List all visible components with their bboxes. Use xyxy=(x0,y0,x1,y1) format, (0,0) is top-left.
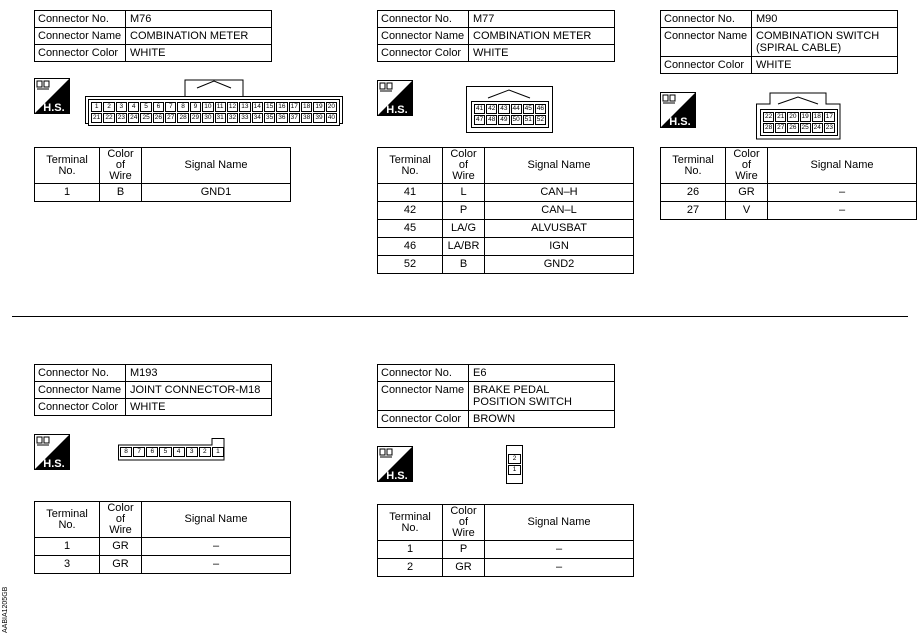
figure-code: AABIA1205GB xyxy=(2,586,9,633)
hs-logo-text: H.S. xyxy=(669,116,691,128)
table-row xyxy=(378,184,634,202)
connector-block-m77 xyxy=(377,10,615,62)
hs-logo-icon xyxy=(377,446,413,482)
cell-signal-name: – xyxy=(768,202,917,220)
header-signal-name: Signal Name xyxy=(768,148,917,184)
signal-table xyxy=(34,501,291,574)
terminal-pin: 6 xyxy=(153,102,164,112)
value-connector-name: JOINT CONNECTOR-M18 xyxy=(126,382,272,399)
cell-terminal-no: 1 xyxy=(35,184,100,202)
terminal-pin: 32 xyxy=(227,113,238,123)
terminal-pin: 33 xyxy=(239,113,250,123)
signal-table xyxy=(660,147,917,220)
cell-wire-color: B xyxy=(100,184,142,202)
terminal-pin: 12 xyxy=(227,102,238,112)
cell-signal-name: – xyxy=(142,556,291,574)
terminal-pin: 6 xyxy=(146,447,158,457)
terminal-pin: 39 xyxy=(313,113,324,123)
header-signal-name: Signal Name xyxy=(485,148,634,184)
terminal-pin: 17 xyxy=(825,113,834,120)
label-connector-name: Connector Name xyxy=(661,28,752,57)
section-divider xyxy=(12,316,908,317)
header-color-of-wire: Color of Wire xyxy=(100,148,142,184)
terminal-pin: 41 xyxy=(475,105,484,112)
cell-wire-color: L xyxy=(443,184,485,202)
cell-terminal-no: 52 xyxy=(378,256,443,274)
table-row xyxy=(378,541,634,559)
table-row xyxy=(35,556,291,574)
header-color-of-wire: Color of Wire xyxy=(443,505,485,541)
terminal-pin: 24 xyxy=(813,124,821,131)
terminal-pin: 26 xyxy=(789,124,797,131)
cell-signal-name: – xyxy=(142,538,291,556)
terminal-pin: 17 xyxy=(289,102,300,112)
terminal-pin: 21 xyxy=(91,113,102,123)
label-connector-color: Connector Color xyxy=(35,399,126,416)
value-connector-no: M76 xyxy=(126,11,272,28)
terminal-pin: 24 xyxy=(128,113,139,123)
terminal-pin: 21 xyxy=(777,113,785,120)
label-connector-color: Connector Color xyxy=(35,45,126,62)
cell-terminal-no: 42 xyxy=(378,202,443,220)
signal-table xyxy=(377,504,634,577)
value-connector-color: WHITE xyxy=(126,399,272,416)
table-row xyxy=(661,184,917,202)
header-terminal-no: Terminal No. xyxy=(378,148,443,184)
connector-block-m193 xyxy=(34,364,272,416)
terminal-pin: 4 xyxy=(128,102,139,112)
value-connector-name: COMBINATION METER xyxy=(469,28,615,45)
terminal-pin: 5 xyxy=(159,447,171,457)
terminal-pin: 25 xyxy=(801,124,809,131)
connector-block-e6 xyxy=(377,364,615,428)
terminal-pin: 18 xyxy=(301,102,312,112)
table-row xyxy=(378,559,634,577)
header-terminal-no: Terminal No. xyxy=(378,505,443,541)
hs-logo-icon xyxy=(34,78,70,114)
terminal-pin: 2 xyxy=(103,102,114,112)
terminal-pin: 27 xyxy=(165,113,176,123)
terminal-pin: 36 xyxy=(276,113,287,123)
cell-wire-color: B xyxy=(443,256,485,274)
signal-table-m76-wrap xyxy=(34,147,291,202)
cell-signal-name: – xyxy=(768,184,917,202)
cell-signal-name: CAN–L xyxy=(485,202,634,220)
header-color-of-wire: Color of Wire xyxy=(100,502,142,538)
terminal-pin: 15 xyxy=(264,102,275,112)
cell-signal-name: ALVUSBAT xyxy=(485,220,634,238)
terminal-pin: 2 xyxy=(199,447,211,457)
table-row xyxy=(378,238,634,256)
hs-logo-icon xyxy=(660,92,696,128)
connector-block-m76 xyxy=(34,10,272,62)
terminal-pin: 47 xyxy=(475,116,484,123)
connector-info-table xyxy=(660,10,898,74)
terminal-pin: 43 xyxy=(500,105,508,112)
cell-wire-color: P xyxy=(443,202,485,220)
value-connector-color: WHITE xyxy=(752,57,898,74)
hs-logo-icon xyxy=(34,434,70,470)
terminal-pin: 42 xyxy=(488,105,496,112)
terminal-pin: 11 xyxy=(215,102,226,112)
terminal-pin: 20 xyxy=(326,102,337,112)
connector-info-table xyxy=(34,364,272,416)
value-connector-color: WHITE xyxy=(469,45,615,62)
value-connector-color: BROWN xyxy=(469,411,615,428)
table-row xyxy=(35,538,291,556)
connector-info-table xyxy=(377,364,615,428)
value-connector-name: BRAKE PEDAL POSITION SWITCH xyxy=(469,382,615,411)
header-terminal-no: Terminal No. xyxy=(661,148,726,184)
header-color-of-wire: Color of Wire xyxy=(443,148,485,184)
cell-terminal-no: 3 xyxy=(35,556,100,574)
signal-table xyxy=(34,147,291,202)
signal-table-m90-wrap xyxy=(660,147,917,220)
label-connector-name: Connector Name xyxy=(378,28,469,45)
label-connector-no: Connector No. xyxy=(661,11,752,28)
cell-wire-color: LA/BR xyxy=(443,238,485,256)
label-connector-name: Connector Name xyxy=(378,382,469,411)
signal-table xyxy=(377,147,634,274)
cell-terminal-no: 27 xyxy=(661,202,726,220)
signal-table-e6-wrap xyxy=(377,504,634,577)
label-connector-no: Connector No. xyxy=(378,365,469,382)
terminal-pin: 26 xyxy=(153,113,164,123)
label-connector-color: Connector Color xyxy=(661,57,752,74)
label-connector-name: Connector Name xyxy=(35,382,126,399)
terminal-pin: 7 xyxy=(133,447,145,457)
cell-terminal-no: 1 xyxy=(378,541,443,559)
label-connector-color: Connector Color xyxy=(378,45,469,62)
signal-table-m193-wrap xyxy=(34,501,291,574)
cell-terminal-no: 26 xyxy=(661,184,726,202)
terminal-pin: 28 xyxy=(764,124,773,131)
terminal-pin: 44 xyxy=(512,105,520,112)
header-signal-name: Signal Name xyxy=(485,505,634,541)
terminal-pin: 27 xyxy=(777,124,785,131)
cell-signal-name: GND1 xyxy=(142,184,291,202)
hs-logo-text: H.S. xyxy=(43,458,65,470)
terminal-pin: 1 xyxy=(508,465,521,475)
terminal-pin: 46 xyxy=(536,105,545,112)
cell-terminal-no: 1 xyxy=(35,538,100,556)
terminal-pin: 5 xyxy=(140,102,151,112)
cell-wire-color: GR xyxy=(443,559,485,577)
terminal-pin: 1 xyxy=(91,102,102,112)
cell-terminal-no: 41 xyxy=(378,184,443,202)
terminal-pin: 18 xyxy=(813,113,821,120)
cell-terminal-no: 2 xyxy=(378,559,443,577)
terminal-pin: 20 xyxy=(789,113,797,120)
header-signal-name: Signal Name xyxy=(142,148,291,184)
terminal-pin: 8 xyxy=(177,102,188,112)
terminal-pin: 28 xyxy=(177,113,188,123)
table-row xyxy=(378,220,634,238)
cell-terminal-no: 45 xyxy=(378,220,443,238)
terminal-pin: 34 xyxy=(252,113,263,123)
terminal-pin: 51 xyxy=(524,116,532,123)
header-terminal-no: Terminal No. xyxy=(35,148,100,184)
cell-wire-color: P xyxy=(443,541,485,559)
header-terminal-no: Terminal No. xyxy=(35,502,100,538)
terminal-pin: 49 xyxy=(500,116,508,123)
header-color-of-wire: Color of Wire xyxy=(726,148,768,184)
cell-terminal-no: 46 xyxy=(378,238,443,256)
terminal-pin: 8 xyxy=(120,447,132,457)
connector-info-table xyxy=(377,10,615,62)
terminal-pin: 1 xyxy=(212,447,224,457)
terminal-pin: 14 xyxy=(252,102,263,112)
hs-logo-text: H.S. xyxy=(386,104,408,116)
terminal-pin: 7 xyxy=(165,102,176,112)
terminal-pin: 16 xyxy=(276,102,287,112)
terminal-pin: 23 xyxy=(825,124,834,131)
terminal-pin: 38 xyxy=(301,113,312,123)
cell-wire-color: LA/G xyxy=(443,220,485,238)
hs-logo-text: H.S. xyxy=(43,102,65,114)
cell-signal-name: – xyxy=(485,559,634,577)
value-connector-name: COMBINATION SWITCH (SPIRAL CABLE) xyxy=(752,28,898,57)
value-connector-no: M77 xyxy=(469,11,615,28)
label-connector-no: Connector No. xyxy=(378,11,469,28)
terminal-pin: 4 xyxy=(173,447,185,457)
terminal-pin: 19 xyxy=(313,102,324,112)
label-connector-no: Connector No. xyxy=(35,365,126,382)
cell-wire-color: V xyxy=(726,202,768,220)
terminal-pin: 45 xyxy=(524,105,532,112)
label-connector-color: Connector Color xyxy=(378,411,469,428)
terminal-pin: 3 xyxy=(186,447,198,457)
cell-signal-name: GND2 xyxy=(485,256,634,274)
value-connector-no: M193 xyxy=(126,365,272,382)
cell-signal-name: – xyxy=(485,541,634,559)
connector-block-m90 xyxy=(660,10,898,74)
label-connector-no: Connector No. xyxy=(35,11,126,28)
terminal-pin: 22 xyxy=(764,113,773,120)
terminal-pin: 9 xyxy=(190,102,201,112)
label-connector-name: Connector Name xyxy=(35,28,126,45)
terminal-pin: 10 xyxy=(202,102,213,112)
cell-signal-name: CAN–H xyxy=(485,184,634,202)
signal-table-m77-wrap xyxy=(377,147,634,274)
terminal-pin: 40 xyxy=(326,113,337,123)
cell-signal-name: IGN xyxy=(485,238,634,256)
terminal-pin: 3 xyxy=(116,102,127,112)
value-connector-name: COMBINATION METER xyxy=(126,28,272,45)
value-connector-no: M90 xyxy=(752,11,898,28)
value-connector-color: WHITE xyxy=(126,45,272,62)
value-connector-no: E6 xyxy=(469,365,615,382)
terminal-pin: 35 xyxy=(264,113,275,123)
terminal-pin: 19 xyxy=(801,113,809,120)
header-signal-name: Signal Name xyxy=(142,502,291,538)
cell-wire-color: GR xyxy=(100,538,142,556)
terminal-pin: 50 xyxy=(512,116,520,123)
hs-logo-icon xyxy=(377,80,413,116)
terminal-pin: 23 xyxy=(116,113,127,123)
cell-wire-color: GR xyxy=(726,184,768,202)
terminal-pin: 2 xyxy=(508,454,521,464)
terminal-pin: 37 xyxy=(289,113,300,123)
terminal-pin: 52 xyxy=(536,116,545,123)
connector-info-table xyxy=(34,10,272,62)
terminal-pin: 25 xyxy=(140,113,151,123)
terminal-pin: 22 xyxy=(103,113,114,123)
terminal-pin: 31 xyxy=(215,113,226,123)
hs-logo-text: H.S. xyxy=(386,470,408,482)
table-row xyxy=(35,184,291,202)
terminal-pin: 13 xyxy=(239,102,250,112)
table-row xyxy=(661,202,917,220)
table-row xyxy=(378,202,634,220)
terminal-pin: 30 xyxy=(202,113,213,123)
terminal-pin: 29 xyxy=(190,113,201,123)
terminal-pin: 48 xyxy=(488,116,496,123)
table-row xyxy=(378,256,634,274)
cell-wire-color: GR xyxy=(100,556,142,574)
